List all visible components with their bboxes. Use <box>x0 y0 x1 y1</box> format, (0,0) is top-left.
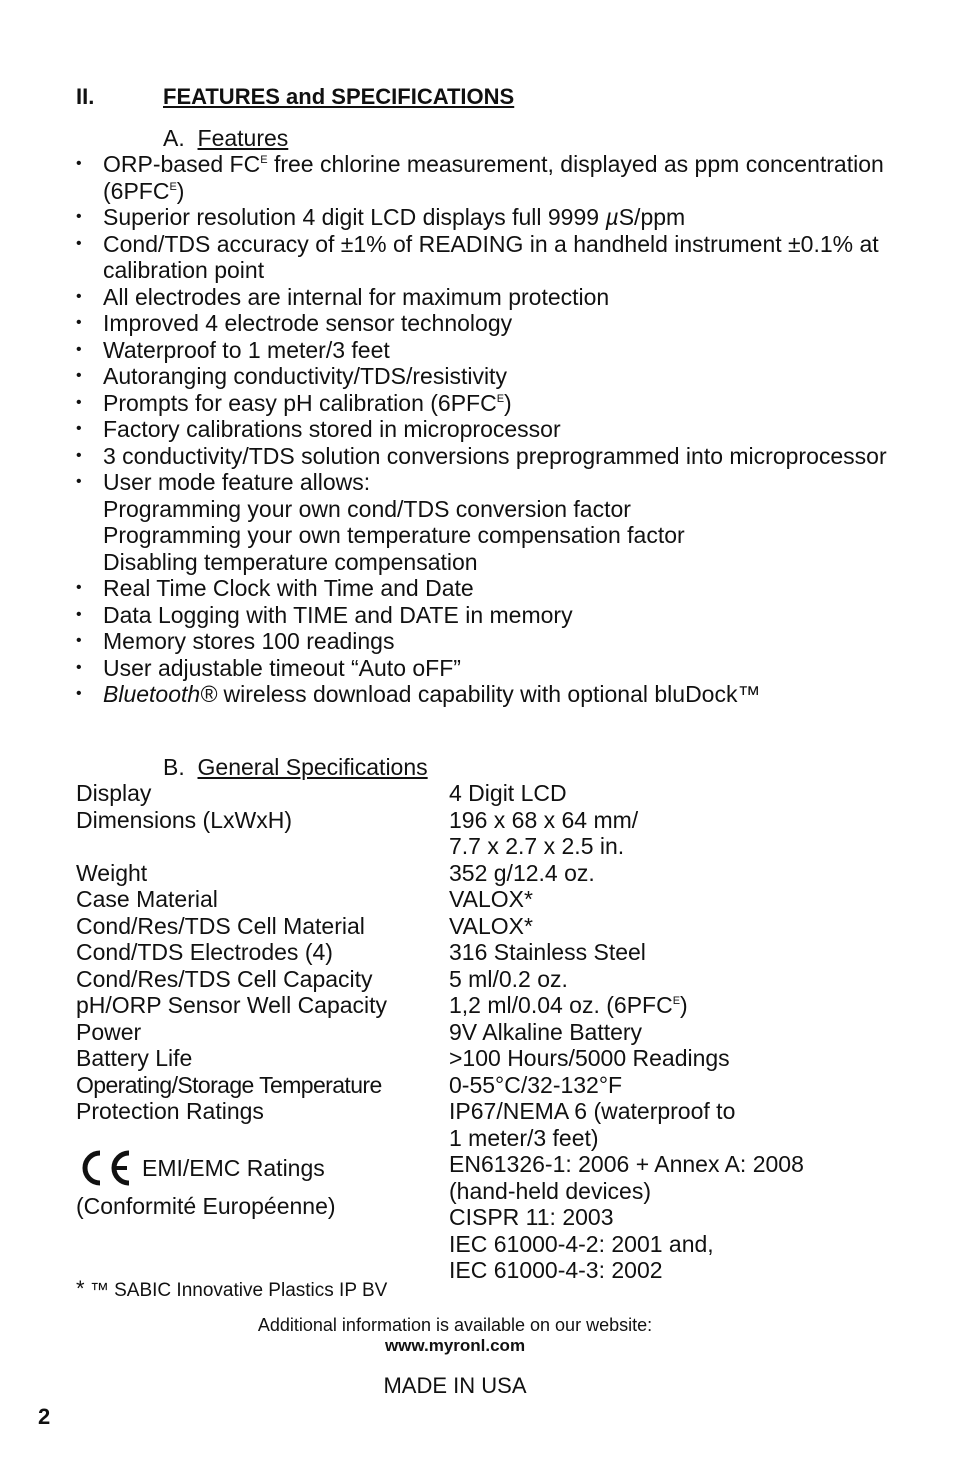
feature-label: Improved 4 electrode sensor technology <box>103 310 513 336</box>
spec-value <box>449 807 638 860</box>
feature-item <box>76 602 916 629</box>
specs-heading <box>163 754 428 781</box>
specs-letter: B. <box>163 754 185 780</box>
feature-text <box>103 628 916 655</box>
micro-symbol: µ <box>605 204 619 230</box>
feature-subitem: Disabling temperature compensation <box>103 548 478 575</box>
spec-value-line: 316 Stainless Steel <box>449 939 646 965</box>
superscript: E <box>496 392 505 405</box>
feature-item <box>76 390 916 417</box>
spec-value-line: IP67/NEMA 6 (waterproof to <box>449 1098 736 1124</box>
ce-mark-icon <box>76 1148 134 1188</box>
feature-text <box>103 151 916 204</box>
spec-value-line: 0-55°C/32-132°F <box>449 1071 623 1098</box>
spec-label: Operating/Storage Temperature <box>76 1071 382 1098</box>
feature-italic: Bluetooth® <box>103 681 218 707</box>
spec-row <box>76 807 804 860</box>
spec-value <box>449 939 646 966</box>
spec-value <box>449 1151 804 1284</box>
feature-item <box>76 628 916 655</box>
feature-label: Memory stores 100 readings <box>103 628 395 654</box>
spec-value-line: 196 x 68 x 64 mm/ <box>449 806 639 833</box>
feature-text <box>103 681 916 708</box>
spec-value-line: (hand-held devices) <box>449 1177 652 1204</box>
feature-label: ) <box>176 177 185 204</box>
spec-label: Cond/Res/TDS Cell Capacity <box>76 965 373 992</box>
spec-value <box>449 1019 642 1046</box>
feature-label: Factory calibrations stored in microprocessor <box>103 416 561 442</box>
spec-row <box>76 913 804 940</box>
superscript: E <box>169 180 177 193</box>
bullet-icon: • <box>76 314 82 331</box>
feature-label: 3 conductivity/TDS solution conversions preprogrammed into microprocessor <box>103 442 887 469</box>
spec-value <box>449 966 568 993</box>
spec-value-line: VALOX* <box>449 912 533 939</box>
feature-label: Superior resolution 4 digit LCD displays full 9999 <box>103 204 606 230</box>
specs-title: General Specifications <box>197 754 428 780</box>
spec-value <box>449 1098 735 1151</box>
feature-item <box>76 151 916 204</box>
spec-value-line: 4 Digit LCD <box>449 780 567 806</box>
spec-label: Protection Ratings <box>76 1098 264 1124</box>
bullet-icon: • <box>76 605 82 623</box>
feature-label: Data Logging with TIME and DATE in memory <box>103 601 573 628</box>
spec-value <box>449 1072 622 1099</box>
footnote-text: ™ SABIC Innovative Plastics IP BV <box>89 1280 388 1301</box>
feature-item <box>76 469 916 575</box>
section-number: II. <box>76 84 95 109</box>
feature-label: User adjustable timeout “Auto oFF” <box>103 654 461 681</box>
spec-value-line: 9V Alkaline Battery <box>449 1018 643 1045</box>
feature-text <box>103 469 916 575</box>
feature-text <box>103 310 916 337</box>
spec-row <box>76 860 804 887</box>
feature-item <box>76 575 916 602</box>
spec-label: Dimensions (LxWxH) <box>76 806 292 833</box>
feature-text <box>103 284 916 311</box>
spec-value <box>449 780 567 807</box>
spec-label: Cond/TDS Electrodes (4) <box>76 939 333 965</box>
spec-value-line: >100 Hours/5000 Readings <box>449 1045 730 1071</box>
feature-label: Cond/TDS accuracy of ±1% of READING in a handheld instrument ±0.1% at calibration point <box>103 230 879 283</box>
spec-label: Battery Life <box>76 1045 193 1071</box>
bullet-icon: • <box>76 685 82 702</box>
bullet-icon: • <box>76 367 82 384</box>
feature-item <box>76 310 916 337</box>
bullet-icon: • <box>76 208 82 225</box>
feature-text <box>103 204 916 231</box>
footnote-star: * <box>76 1276 85 1301</box>
features-title: Features <box>197 125 289 151</box>
bullet-icon: • <box>76 473 82 490</box>
feature-item <box>76 337 916 364</box>
feature-label: User mode feature allows: <box>103 469 371 495</box>
spec-value-line: EN61326-1: 2006 + Annex A: 2008 <box>449 1151 804 1177</box>
page-number: 2 <box>38 1404 51 1429</box>
features-list <box>76 151 916 708</box>
feature-label: free chlorine measurement, displayed as ppm concentration (6PFC <box>103 151 884 204</box>
made-in-label: MADE IN USA <box>383 1373 527 1398</box>
spec-value-line: VALOX* <box>449 886 533 912</box>
spec-row <box>76 1019 804 1046</box>
spec-label: Cond/Res/TDS Cell Material <box>76 912 365 939</box>
spec-value-line: 1 meter/3 feet) <box>449 1124 599 1151</box>
feature-subitem: Programming your own temperature compensation factor <box>103 522 685 548</box>
feature-text <box>103 443 916 470</box>
feature-label: Prompts for easy pH calibration (6PFC <box>103 389 497 416</box>
spec-value <box>449 1045 730 1072</box>
ce-caption: (Conformité Européenne) <box>76 1193 336 1219</box>
superscript: E <box>260 154 268 166</box>
bullet-icon: • <box>76 658 82 676</box>
bullet-icon: • <box>76 420 82 437</box>
feature-label: Real Time Clock with Time and Date <box>103 575 474 601</box>
feature-label: S/ppm <box>618 204 686 230</box>
feature-item <box>76 681 916 708</box>
bullet-icon: • <box>76 393 82 411</box>
feature-label: ORP-based FC <box>103 151 261 177</box>
website-info-text: Additional information is available on our website: <box>257 1315 653 1335</box>
bullet-icon: • <box>76 155 82 172</box>
feature-item <box>76 416 916 443</box>
spec-row <box>76 780 804 807</box>
feature-text <box>103 363 916 390</box>
feature-item <box>76 655 916 682</box>
features-heading <box>163 125 288 152</box>
feature-item <box>76 363 916 390</box>
spec-value-line: 7.7 x 2.7 x 2.5 in. <box>449 833 625 859</box>
feature-text <box>103 337 916 364</box>
feature-item <box>76 443 916 470</box>
feature-label: wireless download capability with optional bluDock™ <box>217 681 761 707</box>
spec-value-line: IEC 61000-4-2: 2001 and, <box>449 1230 714 1257</box>
spec-value-line: 352 g/12.4 oz. <box>449 859 595 886</box>
spec-value <box>449 886 533 913</box>
spec-label: pH/ORP Sensor Well Capacity <box>76 992 388 1018</box>
feature-label: Autoranging conductivity/TDS/resistivity <box>103 363 507 389</box>
footnote <box>76 1276 387 1302</box>
spec-row <box>76 992 804 1019</box>
spec-value-line: IEC 61000-4-3: 2002 <box>449 1257 663 1283</box>
spec-value <box>449 913 533 940</box>
feature-text <box>103 575 916 602</box>
feature-text <box>103 231 916 284</box>
spec-row <box>76 966 804 993</box>
spec-value-line: CISPR 11: 2003 <box>449 1204 614 1230</box>
bullet-icon: • <box>76 287 82 305</box>
spec-row <box>76 1072 804 1099</box>
section-title: FEATURES and SPECIFICATIONS <box>163 84 515 109</box>
spec-label: Display <box>76 780 152 806</box>
feature-label: ) <box>504 389 512 416</box>
feature-text <box>103 390 916 417</box>
feature-subitem: Programming your own cond/TDS conversion factor <box>103 495 631 522</box>
feature-item <box>76 204 916 231</box>
spec-label: Weight <box>76 859 148 886</box>
spec-row <box>76 939 804 966</box>
spec-label: Power <box>76 1018 142 1045</box>
spec-row <box>76 1045 804 1072</box>
feature-text <box>103 655 916 682</box>
spec-row <box>76 1098 804 1151</box>
ce-block <box>76 1148 336 1220</box>
spec-value <box>449 860 595 887</box>
feature-item <box>76 231 916 284</box>
bullet-icon: • <box>76 632 82 649</box>
feature-item <box>76 284 916 311</box>
feature-label: Waterproof to 1 meter/3 feet <box>103 336 390 363</box>
spec-label: Case Material <box>76 886 218 912</box>
feature-label: All electrodes are internal for maximum protection <box>103 283 610 310</box>
emi-label: EMI/EMC Ratings <box>142 1154 325 1181</box>
spec-row <box>76 886 804 913</box>
bullet-icon: • <box>76 340 82 358</box>
feature-text <box>103 602 916 629</box>
bullet-icon: • <box>76 579 82 596</box>
superscript: E <box>672 995 681 1007</box>
spec-value <box>449 992 688 1019</box>
bullet-icon: • <box>76 234 82 252</box>
spec-value-line: 5 ml/0.2 oz. <box>449 965 568 992</box>
feature-text <box>103 416 916 443</box>
bullet-icon: • <box>76 446 82 464</box>
website-link[interactable]: www.myronl.com <box>384 1336 526 1355</box>
features-letter: A. <box>163 125 185 151</box>
spec-value-line: 1,2 ml/0.04 oz. $(6PFC^E)$ <box>449 992 688 1018</box>
